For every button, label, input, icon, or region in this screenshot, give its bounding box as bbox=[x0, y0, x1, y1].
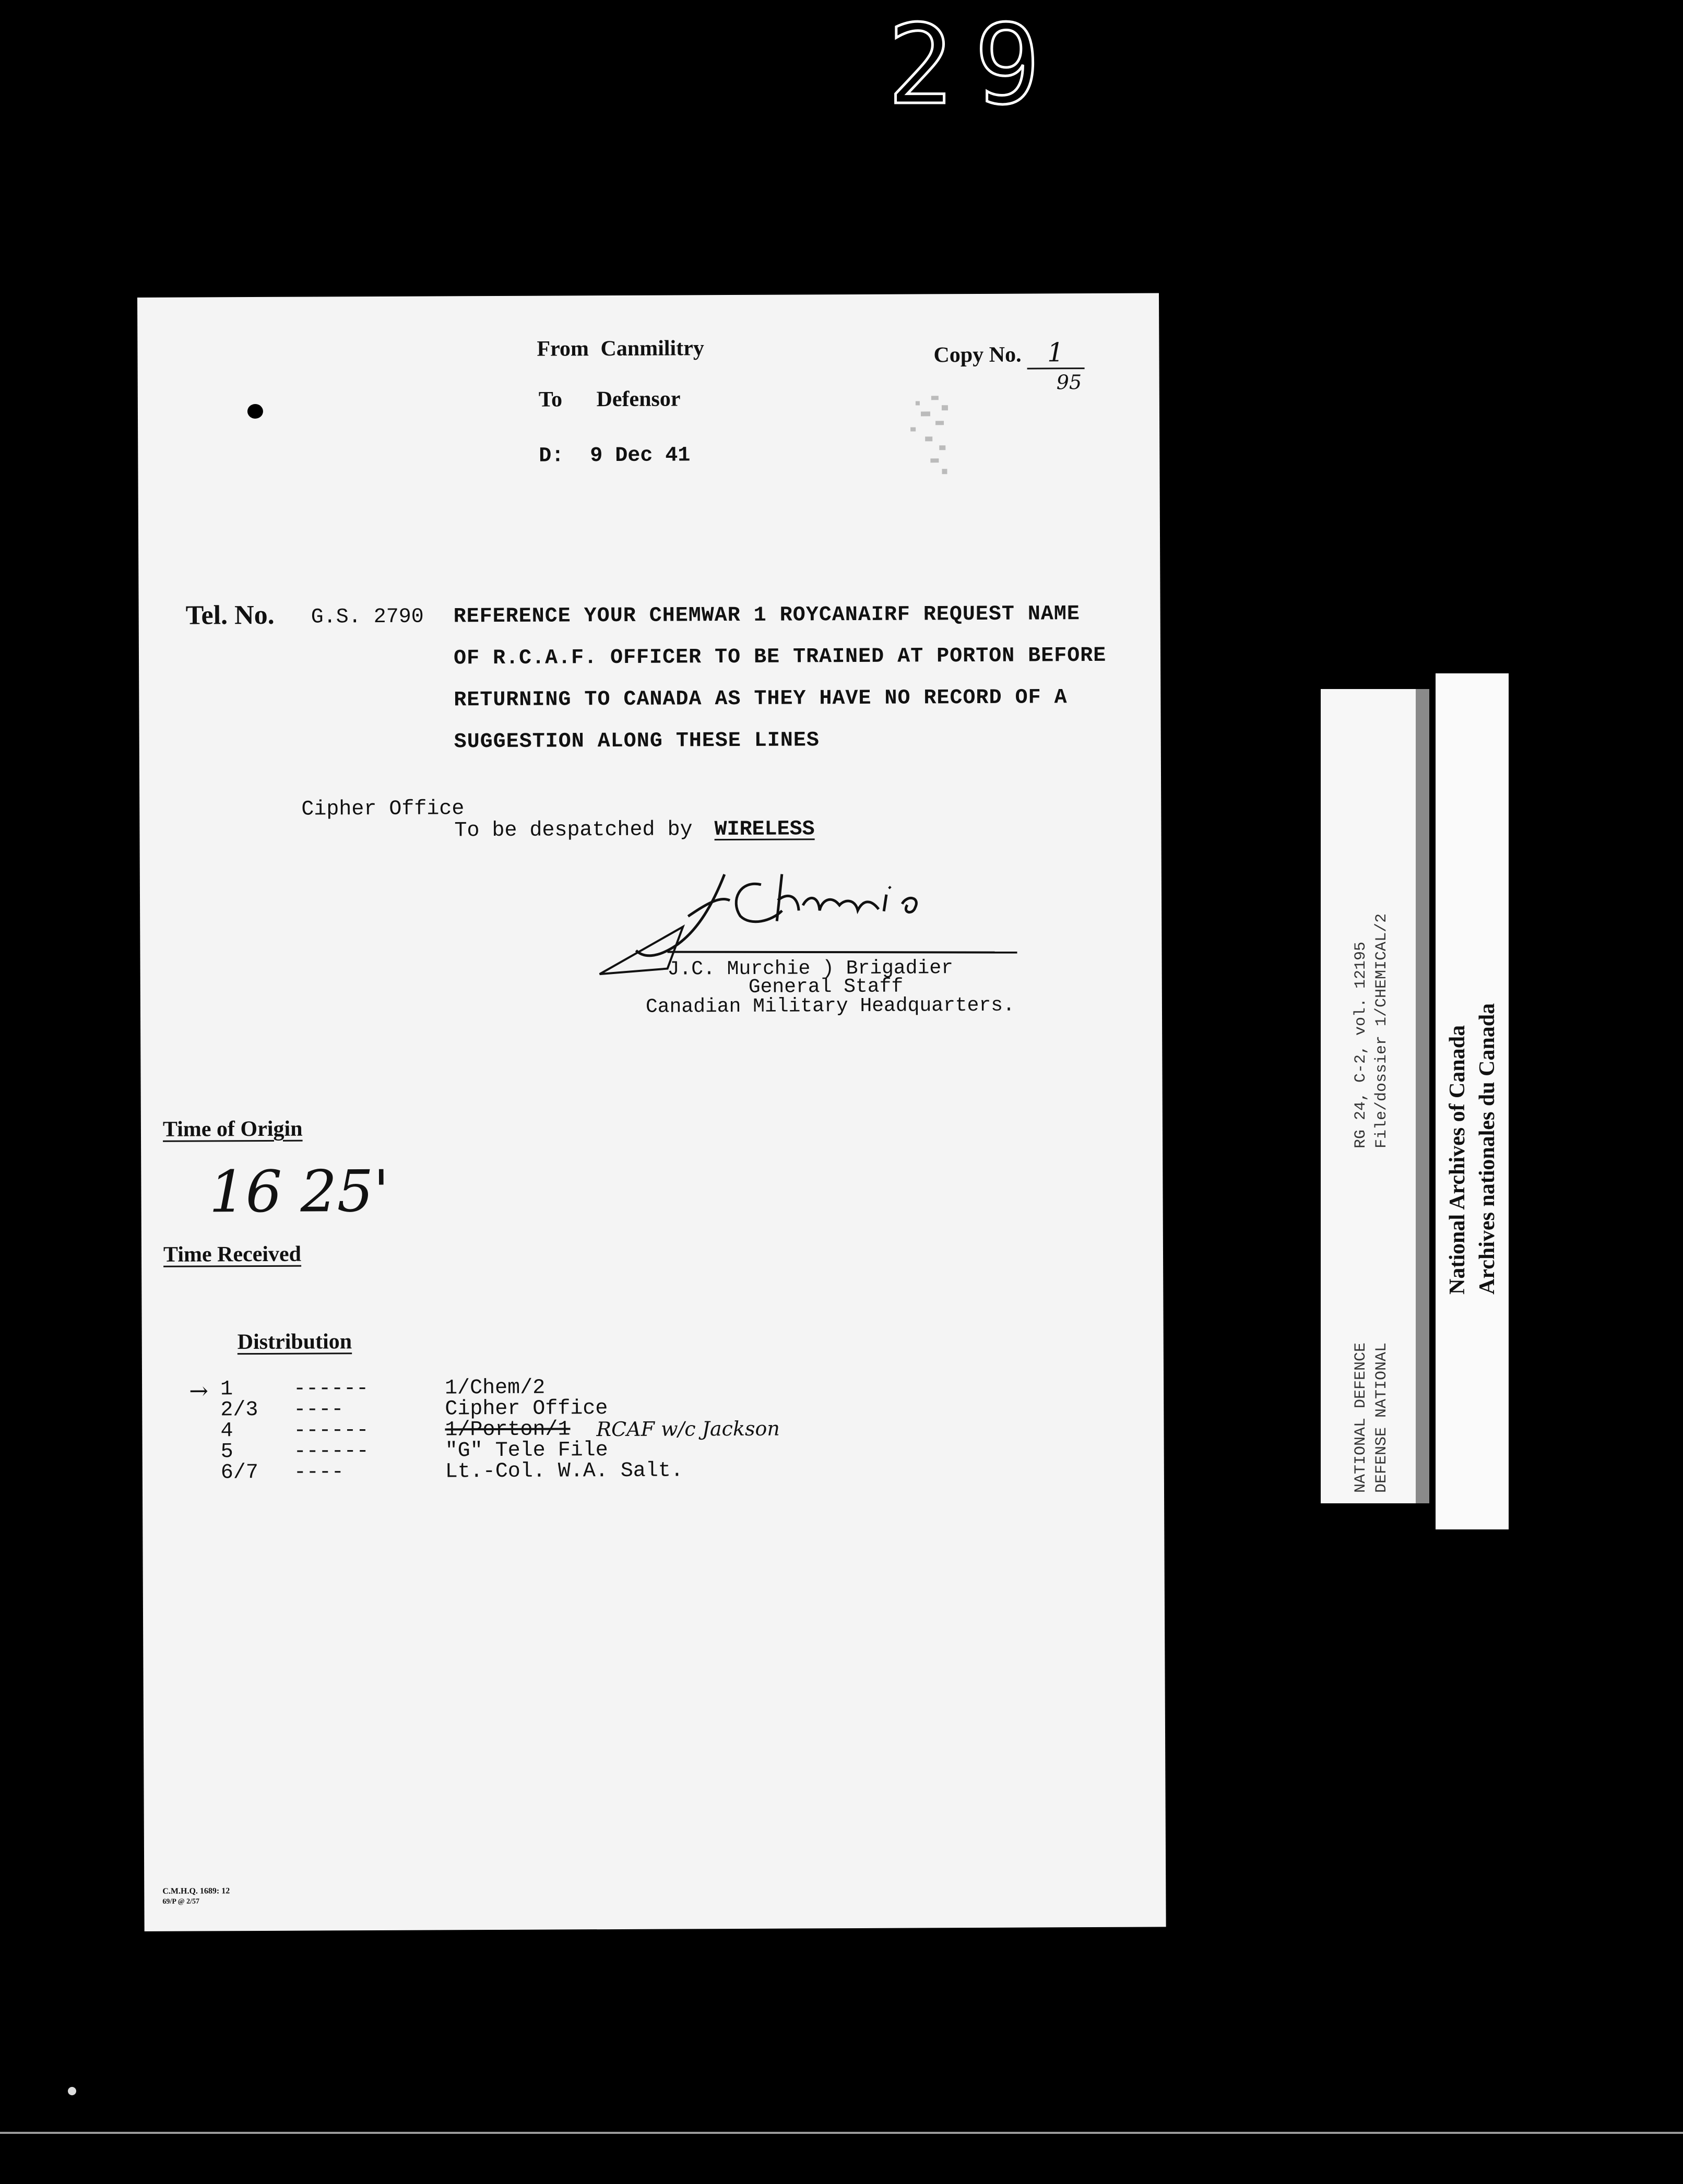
archive-reference-label bbox=[1321, 689, 1425, 1503]
date-label: D: bbox=[539, 444, 564, 468]
dist-dashes: ---- bbox=[293, 1398, 344, 1422]
form-code: C.M.H.Q. 1689: 12 bbox=[162, 1886, 230, 1896]
faint-stamp bbox=[869, 390, 958, 495]
cipher-office-text: Cipher Office bbox=[301, 797, 465, 822]
date-line bbox=[539, 441, 690, 468]
ref-line-2: File/dossier 1/CHEMICAL/2 bbox=[1373, 913, 1391, 1148]
copy-label: Copy No. bbox=[933, 342, 1022, 367]
arrow-mark: → bbox=[189, 1378, 209, 1405]
dept-line-1: NATIONAL DEFENCE bbox=[1352, 1342, 1370, 1493]
document-page bbox=[137, 293, 1166, 1931]
tel-number: G.S. 2790 bbox=[311, 605, 424, 630]
message-line: RETURNING TO CANADA AS THEY HAVE NO RECORD OF A bbox=[454, 686, 1068, 713]
from-value: Canmilitry bbox=[600, 336, 704, 361]
signature-title-line: General Staff bbox=[748, 975, 904, 999]
date-value: 9 Dec 41 bbox=[590, 444, 691, 468]
time-received-label: Time Received bbox=[163, 1242, 302, 1267]
copy-value: 1 bbox=[1027, 337, 1084, 369]
dist-copy: 4 bbox=[220, 1419, 233, 1443]
signature-org-line: Canadian Military Headquarters. bbox=[645, 994, 1015, 1018]
from-label: From bbox=[537, 337, 589, 361]
despatch-prefix: To be despatched by bbox=[454, 818, 693, 843]
dist-copy: 6/7 bbox=[220, 1461, 258, 1485]
to-value: Defensor bbox=[596, 387, 681, 412]
archives-fr: Archives nationales du Canada bbox=[1475, 1003, 1499, 1295]
dist-dashes: ------ bbox=[293, 1440, 369, 1464]
dist-dashes: ------ bbox=[293, 1377, 369, 1401]
from-line bbox=[537, 336, 704, 361]
ref-line-1: RG 24, C-2, vol. 12195 bbox=[1352, 941, 1370, 1148]
signature-name-line: J.C. Murchie ) Brigadier bbox=[667, 957, 954, 981]
despatch-line bbox=[454, 817, 814, 842]
dist-dest-struck: 1/Porton/1 bbox=[445, 1418, 571, 1442]
copy-line bbox=[933, 337, 1084, 370]
film-speck bbox=[68, 2087, 76, 2095]
dist-copy: 1 bbox=[220, 1378, 233, 1402]
message-line: OF R.C.A.F. OFFICER TO BE TRAINED AT PORTON BEFORE bbox=[453, 644, 1107, 671]
time-handwritten: 16 25' bbox=[209, 1157, 389, 1226]
dist-dest: 1/Chem/2 bbox=[445, 1376, 546, 1400]
dept-line-2: DEFENSE NATIONAL bbox=[1373, 1342, 1391, 1493]
dist-dest: Cipher Office bbox=[445, 1397, 608, 1421]
frame-number: 29 bbox=[887, 1, 1061, 129]
time-of-origin-label: Time of Origin bbox=[162, 1117, 303, 1142]
to-label: To bbox=[538, 387, 563, 412]
folio-note: 95 bbox=[1056, 371, 1082, 394]
distribution-label: Distribution bbox=[237, 1330, 352, 1355]
dist-handwritten-note: RCAF w/c Jackson bbox=[596, 1417, 780, 1441]
label-edge bbox=[1416, 689, 1429, 1503]
form-code: 69/P @ 2/57 bbox=[162, 1897, 200, 1906]
dist-dest: Lt.-Col. W.A. Salt. bbox=[445, 1459, 683, 1484]
dist-copy: 5 bbox=[220, 1440, 233, 1464]
dist-dashes: ------ bbox=[293, 1419, 369, 1443]
archives-en: National Archives of Canada bbox=[1445, 1025, 1469, 1295]
distribution-list bbox=[189, 1375, 816, 1513]
message-line: REFERENCE YOUR CHEMWAR 1 ROYCANAIRF REQUEST NAME bbox=[453, 602, 1080, 629]
archive-name-label bbox=[1436, 673, 1509, 1529]
punch-mark bbox=[247, 404, 263, 419]
dist-copy: 2/3 bbox=[220, 1398, 258, 1422]
film-edge-line bbox=[0, 2132, 1683, 2134]
despatch-method: WIRELESS bbox=[714, 817, 815, 842]
dist-dest: "G" Tele File bbox=[445, 1439, 608, 1463]
message-line: SUGGESTION ALONG THESE LINES bbox=[454, 729, 820, 754]
tel-label: Tel. No. bbox=[185, 600, 275, 631]
to-line bbox=[539, 386, 681, 412]
dist-dashes: ---- bbox=[293, 1461, 344, 1485]
